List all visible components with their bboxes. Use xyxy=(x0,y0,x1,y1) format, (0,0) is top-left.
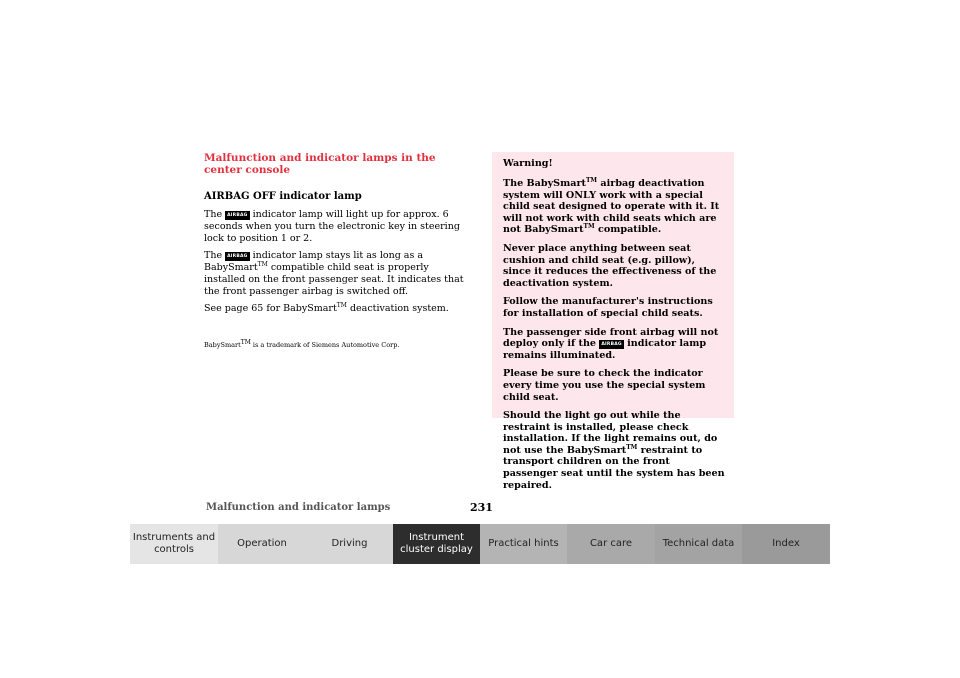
section-heading: Malfunction and indicator lamps in the center console xyxy=(204,152,436,176)
trademark-symbol: TM xyxy=(257,260,268,268)
trademark-symbol: TM xyxy=(240,338,251,346)
tab-practical-hints[interactable]: Practical hints xyxy=(480,524,567,564)
warning-paragraph-compatibility: The BabySmart™ airbag deactivation system will ONLY work with a special child seat designed to operate with it. It will not work with child seats which are not BabySmart™ compatible. xyxy=(503,176,720,236)
main-content xyxy=(204,152,472,350)
trademark-footnote: BabySmart™ is a trademark of Siemens Automotive Corp. xyxy=(204,338,400,349)
paragraph-see-page: See page 65 for BabySmart™ deactivation system. xyxy=(204,301,449,314)
airbag-off-subheading: AIRBAG OFF indicator lamp xyxy=(204,191,362,202)
tab-operation[interactable]: Operation xyxy=(218,524,306,564)
trademark-symbol: TM xyxy=(585,176,598,184)
warning-paragraph-cushion: Never place anything between seat cushion and child seat (e.g. pillow), since it reduces the effectiveness of the deactivation system. xyxy=(503,242,717,289)
tab-instruments-and-controls[interactable]: Instruments and controls xyxy=(130,524,218,564)
paragraph-lamp-stays-lit: The AIRBAG indicator lamp stays lit as long as a BabySmart™ compatible child seat is properly installed on the front passenger seat. It indicates that the front passenger airbag is switched off. xyxy=(204,250,464,297)
airbag-indicator-icon: AIRBAG xyxy=(227,254,248,259)
tab-instrument-cluster-display[interactable]: Instrument cluster display xyxy=(393,524,480,564)
page-number: 231 xyxy=(470,501,493,514)
tab-index[interactable]: Index xyxy=(742,524,830,564)
paragraph-lamp-light-up: The AIRBAG indicator lamp will light up for approx. 6 seconds when you turn the electronic key in steering lock to position 1 or 2. xyxy=(204,209,460,244)
trademark-symbol: TM xyxy=(583,223,595,231)
tab-car-care[interactable]: Car care xyxy=(567,524,655,564)
warning-paragraph-check: Please be sure to check the indicator every time you use the special system child seat. xyxy=(503,368,706,403)
warning-paragraph-deploy: The passenger side front airbag will not deploy only if the AIRBAG indicator lamp remains illuminated. xyxy=(503,326,719,361)
footer-section-label: Malfunction and indicator lamps xyxy=(206,502,391,513)
tab-driving[interactable]: Driving xyxy=(306,524,393,564)
trademark-symbol: TM xyxy=(626,443,638,451)
trademark-symbol: TM xyxy=(336,301,347,309)
warning-paragraph-instructions: Follow the manufacturer's instructions for installation of special child seats. xyxy=(503,296,713,319)
warning-paragraph-light-out: Should the light go out while the restraint is installed, please check installation. If the light remains out, do not use the BabySmart™ restraint to transport children on the front passenger seat until the system has been repaired. xyxy=(503,410,725,491)
chapter-tab-bar xyxy=(130,524,830,564)
warning-title: Warning! xyxy=(503,158,553,169)
tab-technical-data[interactable]: Technical data xyxy=(655,524,742,564)
airbag-indicator-icon: AIRBAG xyxy=(227,213,248,218)
airbag-indicator-icon: AIRBAG xyxy=(601,342,622,348)
warning-box xyxy=(492,152,734,491)
